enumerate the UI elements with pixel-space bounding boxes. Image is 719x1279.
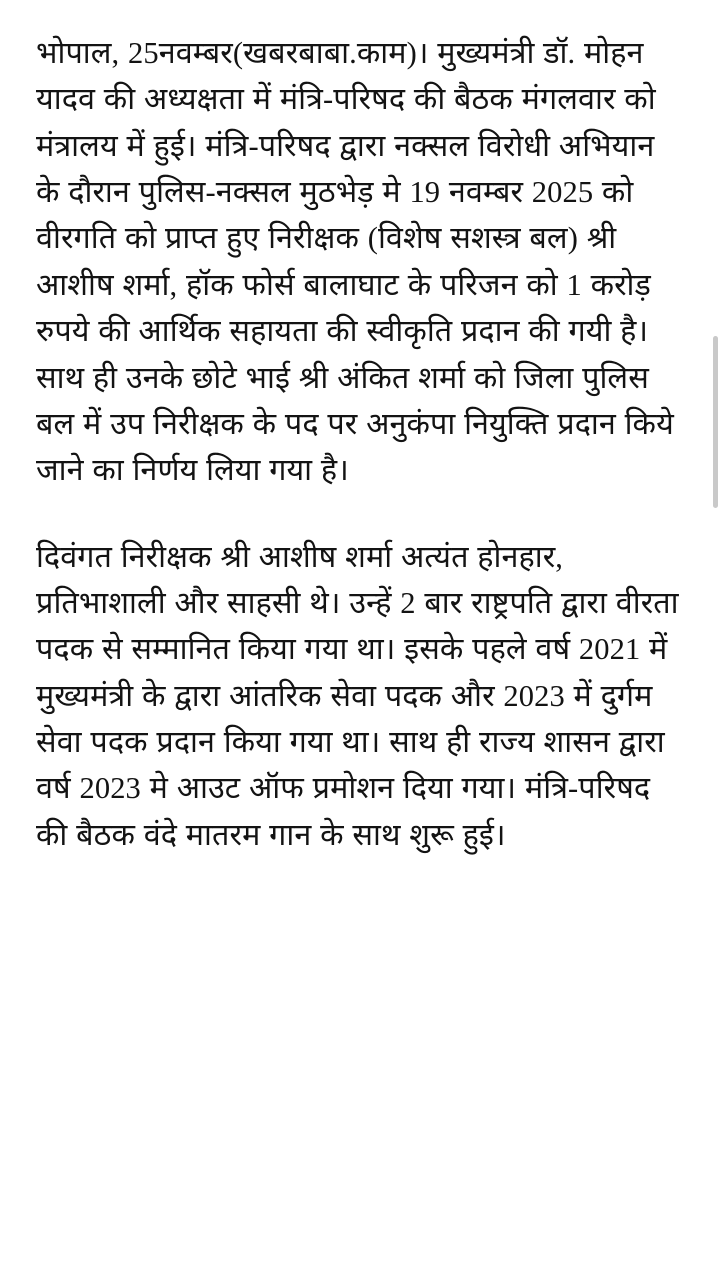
article-paragraph-1: भोपाल, 25नवम्बर(खबरबाबा.काम)। मुख्यमंत्री डॉ. मोहन यादव की अध्यक्षता में मंत्रि-परिषद की बैठक मंगलवार को मंत्रालय में हुई। मंत्रि-परिषद द्वारा नक्सल विरोधी अभियान के दौरान पुलिस-नक्सल मुठभेड़ मे 19 नवम्बर 2025 को वीरगति को प्राप्त हुए निरीक्षक (विशेष सशस्त्र बल) श्री आशीष शर्मा, हॉक फोर्स बालाघाट के परिजन को 1 करोड़ रुपये की आर्थिक सहायता की स्वीकृति प्रदान की गयी है। साथ ही उनके छोटे भाई श्री अंकित शर्मा को जिला पुलिस बल में उप निरीक्षक के पद पर अनुकंपा नियुक्ति प्रदान किये जाने का निर्णय लिया गया है। [36, 36, 674, 488]
article-paragraph-2: दिवंगत निरीक्षक श्री आशीष शर्मा अत्यंत होनहार, प्रतिभाशाली और साहसी थे। उन्हें 2 बार राष्ट्रपति द्वारा वीरता पदक से सम्मानित किया गया था। इसके पहले वर्ष 2021 में मुख्यमंत्री के द्वारा आंतरिक सेवा पदक और 2023 में दुर्गम सेवा पदक प्रदान किया गया था। साथ ही राज्य शासन द्वारा वर्ष 2023 मे आउट ऑफ प्रमोशन दिया गया। मंत्रि-परिषद की बैठक वंदे मातरम गान के साथ शुरू हुई। [36, 539, 679, 852]
vertical-scrollbar[interactable] [712, 0, 719, 1279]
scrollbar-thumb[interactable] [713, 336, 718, 508]
